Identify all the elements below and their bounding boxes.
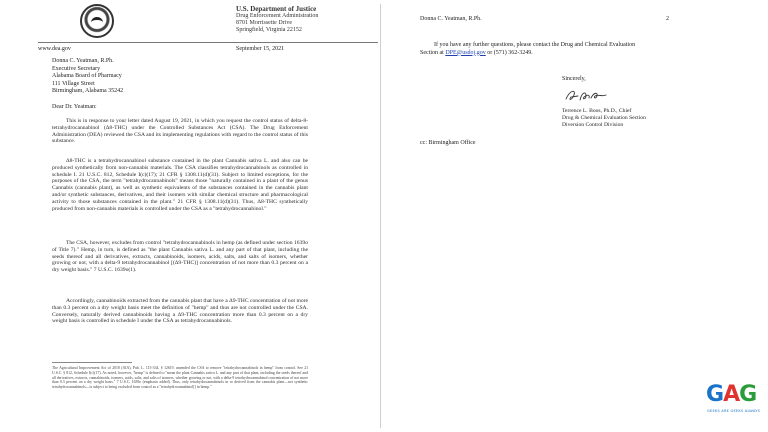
signer-name: Terrence L. Boos, Ph.D., Chief — [562, 108, 632, 114]
letter-date: September 15, 2021 — [236, 46, 285, 52]
agency-header — [236, 5, 318, 34]
paragraph-3: The CSA, however, excludes from control "tetrahydrocannabinols in hemp (as defined under section 1639o of Title 7)." Hemp, in turn, is defined as "the plant Cannabis sativa L. and any part of that plant, including the seeds thereof and all derivatives, extracts, cannabinoids, isomers, acids, salts, and salts of isomers, whether growing or not, with a delta-9 tetrahydrocannabinol [(Δ9-THC)] concentration of not more than 0.3 percent on a dry weight basis." 7 U.S.C. 1639o(1). — [52, 240, 308, 274]
doj-seal-icon — [80, 4, 114, 38]
contact-phone-text: or (571) 362-3249. — [485, 49, 533, 56]
footnote-rule — [52, 362, 132, 363]
contact-text: If you have any further questions, please contact the Drug and Chemical Evaluation Section at — [420, 42, 636, 56]
paragraph-4: Accordingly, cannabinoids extracted from the cannabis plant that have a Δ9-THC concentration of not more than 0.3 percent on a dry weight basis meet the definition of "hemp" and thus are not controlled under the CSA. Conversely, naturally derived cannabinoids having a Δ9-THC concentration more than 0.3 percent on a dry weight basis is controlled in schedule I under the CSA as tetrahydrocannabinols. — [52, 298, 308, 325]
page2-header-name: Donna C. Yeatman, R.Ph. — [420, 16, 482, 22]
agency-city: Springfield, Virginia 22152 — [236, 27, 302, 33]
footnote: The Agricultural Improvement Act of 2018 (AIA), Pub. L. 115-334, § 12619, amended the CSA to remove "tetrahydrocannabinols in hemp" from control. See 21 U.S.C. § 812, Schedule I(c)(17). As noted, however, "hemp" is defined to "mean the plant Cannabis sativa L. and any part of that plant, including the seeds thereof and all derivatives, extracts, cannabinoids, isomers, acids, salts, and salts of isomers, whether growing or not, with a delta-9 tetrahydrocannabinol concentration of not more than 0.3 percent on a dry weight basis." 7 U.S.C. 1639o (emphasis added). Thus, only tetrahydrocannabinols in or derived from the cannabis plant—not synthetic tetrahydrocannabinols—is subject to being excluded from control as a "tetrahydrocannabinol[] in hemp." — [52, 366, 308, 390]
logo-letters: GAG — [706, 382, 757, 407]
agency-street: 8701 Morrissette Drive — [236, 20, 292, 26]
department-name: U.S. Department of Justice — [236, 5, 317, 13]
recipient-title: Executive Secretary — [52, 65, 101, 72]
website-link[interactable]: www.dea.gov — [38, 46, 71, 52]
closing: Sincerely, — [562, 76, 586, 82]
letter-page-1 — [38, 0, 378, 432]
recipient-city: Birmingham, Alabama 35242 — [52, 88, 124, 95]
header-rule — [38, 42, 378, 43]
logo-tagline: GEEKS ARE GEEKS ALWAYS — [707, 409, 761, 413]
cc-line: cc: Birmingham Office — [420, 140, 476, 146]
recipient-org: Alabama Board of Pharmacy — [52, 73, 122, 80]
signer-division: Diversion Control Division — [562, 121, 624, 128]
contact-paragraph — [420, 42, 650, 57]
recipient-street: 111 Village Street — [52, 80, 95, 87]
recipient-name: Donna C. Yeatman, R.Ph. — [52, 58, 114, 64]
page-number: 2 — [666, 16, 669, 22]
gag-logo — [706, 382, 764, 422]
page-divider — [380, 4, 381, 428]
email-link[interactable]: DPE@usdoj.gov — [445, 49, 486, 56]
signer-section: Drug & Chemical Evaluation Section — [562, 114, 646, 121]
signature-block — [562, 108, 646, 128]
paragraph-2: Δ8-THC is a tetrahydrocannabinol substance contained in the plant Cannabis sativa L. and also can be produced synthetically from non-cannabis materials. The CSA classifies tetrahydrocannabinols as controlled in schedule I. 21 U.S.C. 812, Schedule I(c)(17); 21 CFR § 1308.11(d)(31). Subject to limited exceptions, for the purposes of the CSA, the term "tetrahydrocannabinols" means those "naturally contained in a plant of the genus Cannabis (cannabis plant), as well as synthetic equivalents of the substances contained in the cannabis plant and/or synthetic substances, derivatives, and their isomers with similar chemical structure and pharmacological activity to those substances contained in the plant." 21 CFR § 1308.11(d)(31). Thus, Δ8-THC synthetically produced from non-cannabis materials is controlled under the CSA as a "tetrahydrocannabinol." — [52, 158, 308, 212]
paragraph-1: This is in response to your letter dated August 19, 2021, in which you request the control status of delta-8-tetrahydrocannabinol (Δ8-THC) under the Controlled Substances Act (CSA). The Drug Enforcement Administration (DEA) reviewed the CSA and its implementing regulations with regard to the control status of this substance. — [52, 118, 308, 145]
recipient-address — [52, 58, 123, 96]
signature-image — [564, 86, 610, 104]
letter-page-2 — [382, 0, 727, 432]
administration-name: Drug Enforcement Administration — [236, 13, 319, 19]
salutation: Dear Dr. Yeatman: — [52, 104, 97, 110]
